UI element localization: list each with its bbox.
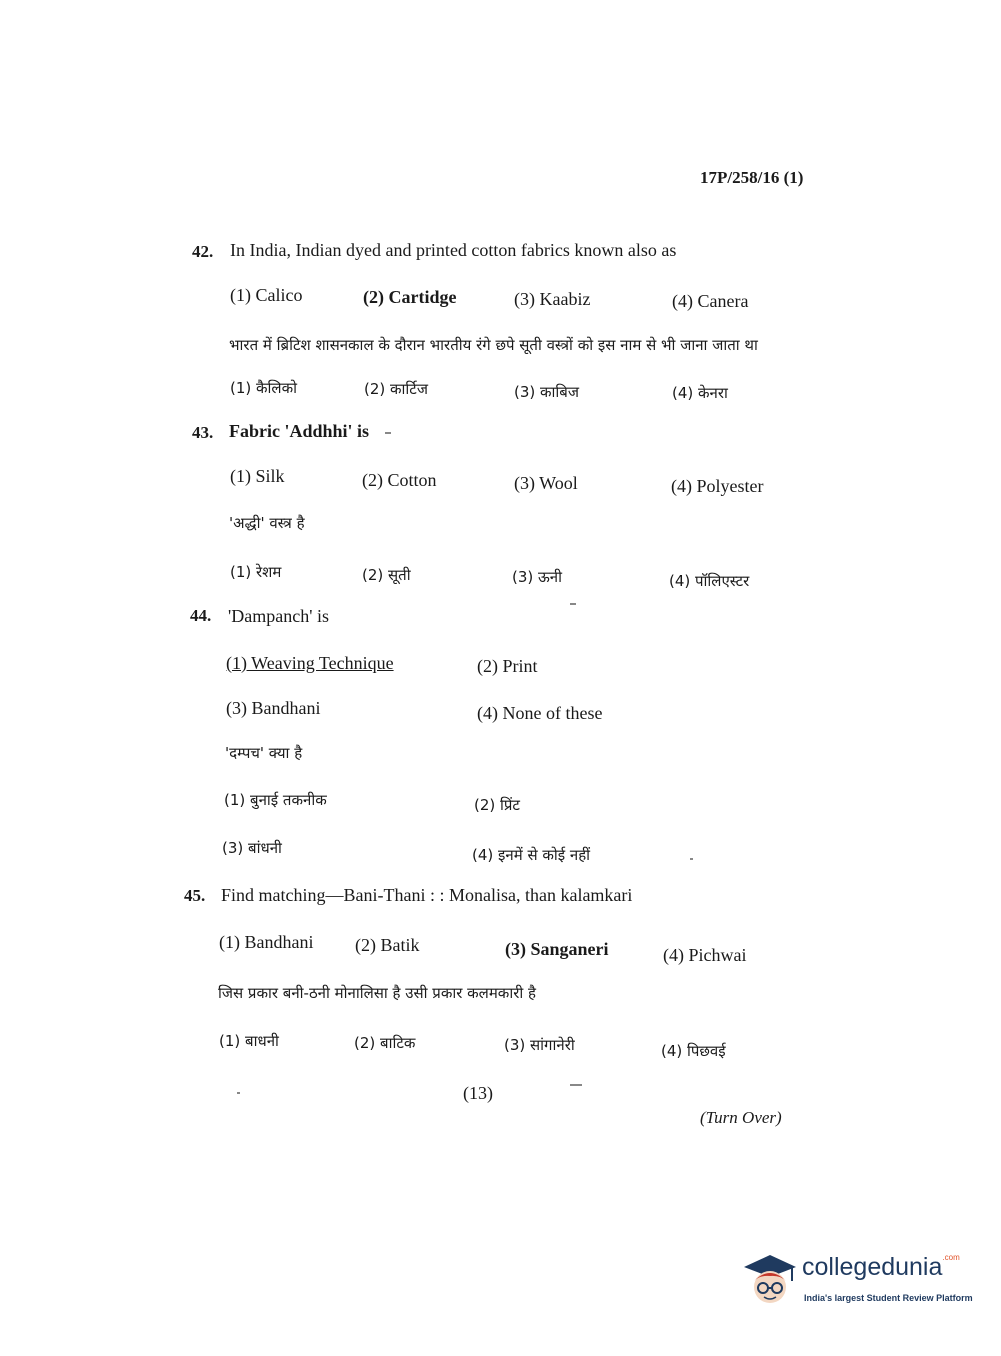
question-text-en: Fabric 'Addhhi' is — [229, 421, 370, 441]
turn-over-label: (Turn Over) — [700, 1108, 782, 1127]
logo-wordmark: collegedunia$^{.com}$ — [802, 1253, 960, 1281]
option-en-2: (2) Cartidge — [363, 287, 457, 307]
option-en-2: (2) Print — [477, 656, 538, 676]
paper-code: 17P/258/16 (1) — [700, 168, 804, 187]
scan-speck — [690, 858, 693, 860]
question-number: 45. — [184, 886, 206, 905]
scan-speck — [385, 432, 391, 434]
question-text-hi: भारत में ब्रिटिश शासनकाल के दौरान भारतीय रंगे छपे सूती वस्त्रों को इस नाम से भी जाना जाता था — [229, 336, 758, 354]
option-hi-4: (4) इनमें से कोई नहीं — [472, 846, 591, 864]
option-hi-2: (2) बाटिक — [354, 1034, 416, 1052]
question-text-en: Find matching—Bani-Thani : : Monalisa, than kalamkari — [221, 885, 633, 905]
option-en-3: (3) Sanganeri — [505, 939, 609, 959]
option-en-3: (3) Bandhani — [226, 698, 321, 718]
question-text-hi: 'अद्धी' वस्त्र है — [229, 514, 305, 532]
logo-tagline: India's largest Student Review Platform — [804, 1293, 973, 1303]
option-en-4: (4) Canera — [672, 291, 749, 311]
option-hi-1: (1) बाधनी — [219, 1032, 279, 1050]
option-en-3: (3) Kaabiz — [514, 289, 591, 309]
option-hi-2: (2) कार्टिज — [364, 380, 428, 398]
mascot-icon — [740, 1245, 800, 1315]
option-hi-3: (3) बांधनी — [222, 839, 282, 857]
scan-speck — [237, 1092, 240, 1094]
option-hi-4: (4) केनरा — [672, 384, 728, 402]
question-text-hi: जिस प्रकार बनी-ठनी मोनालिसा है उसी प्रकार कलमकारी है — [218, 984, 536, 1002]
option-hi-4: (4) पॉलिएस्टर — [669, 572, 750, 590]
question-text-en: In India, Indian dyed and printed cotton fabrics known also as — [230, 240, 677, 260]
option-en-4: (4) None of these — [477, 703, 603, 723]
option-en-1: (1) Calico — [230, 285, 303, 305]
scan-speck — [570, 1084, 582, 1086]
option-hi-3: (3) सांगानेरी — [504, 1036, 575, 1054]
option-hi-1: (1) कैलिको — [230, 379, 297, 397]
option-en-1: (1) Weaving Technique — [226, 653, 394, 673]
option-en-1: (1) Silk — [230, 466, 285, 486]
option-en-3: (3) Wool — [514, 473, 578, 493]
question-number: 42. — [192, 242, 214, 261]
option-en-4: (4) Polyester — [671, 476, 764, 496]
option-hi-1: (1) रेशम — [230, 563, 282, 581]
option-hi-2: (2) सूती — [362, 566, 411, 584]
option-en-2: (2) Cotton — [362, 470, 437, 490]
option-hi-2: (2) प्रिंट — [474, 796, 520, 814]
question-number: 44. — [190, 606, 212, 625]
option-hi-3: (3) काबिज — [514, 383, 580, 401]
option-en-1: (1) Bandhani — [219, 932, 314, 952]
option-en-2: (2) Batik — [355, 935, 420, 955]
question-text-en: 'Dampanch' is — [228, 606, 329, 626]
option-hi-3: (3) ऊनी — [512, 568, 563, 586]
question-number: 43. — [192, 423, 214, 442]
option-en-4: (4) Pichwai — [663, 945, 747, 965]
collegedunia-logo — [740, 1245, 980, 1320]
option-hi-4: (4) पिछवई — [661, 1042, 726, 1060]
question-text-hi: 'दम्पच' क्या है — [225, 744, 303, 762]
page-number: (13) — [463, 1083, 493, 1103]
option-hi-1: (1) बुनाई तकनीक — [224, 791, 327, 809]
scan-speck — [570, 603, 576, 605]
